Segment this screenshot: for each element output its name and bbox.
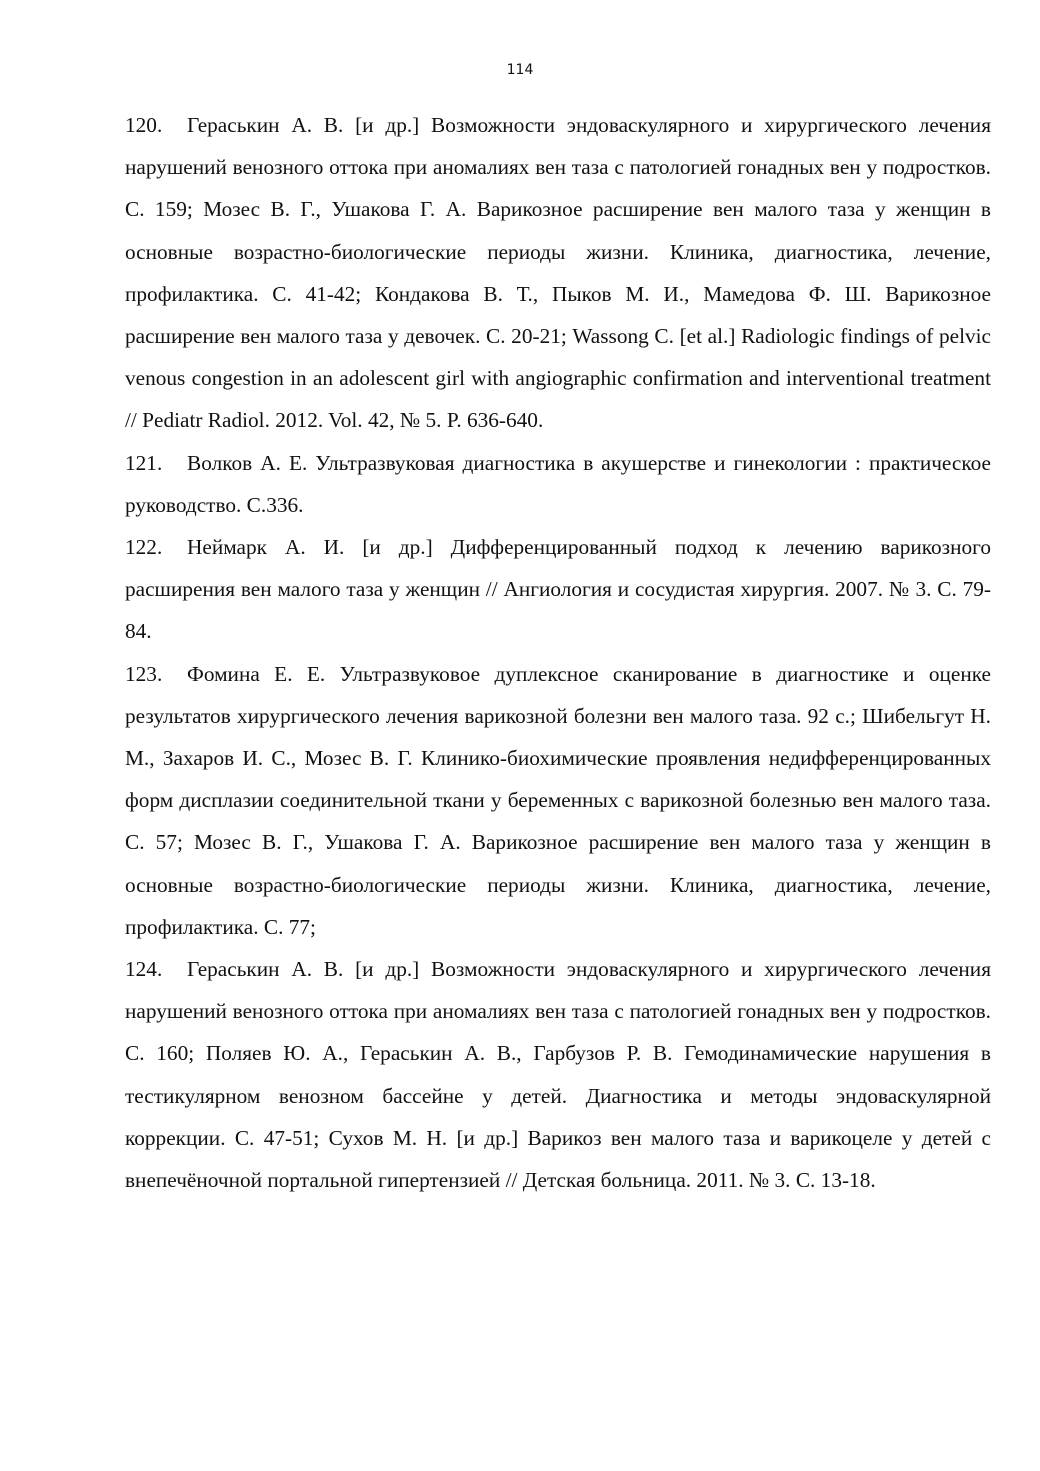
reference-entry-122 xyxy=(125,526,991,653)
reference-number: 120. xyxy=(125,113,163,137)
reference-text: Гераськин А. В. [и др.] Возможности эндоваскулярного и хирургического лечения нарушений венозного оттока при аномалиях вен таза с патологией гонадных вен у подростков. С. 160; Поляев Ю. А., Гераськин А. В., Гарбузов Р. В. Гемодинамические нарушения в тестикулярном венозном бассейне у детей. Диагностика и методы эндоваскулярной коррекции. С. 47-51; Сухов М. Н. [и др.] Варикоз вен малого таза и варикоцеле у детей с внепечёночной портальной гипертензией // Детская больница. 2011. № 3. С. 13-18. xyxy=(125,957,991,1193)
reference-text: Неймарк А. И. [и др.] Дифференцированный подход к лечению варикозного расширения вен малого таза у женщин // Ангиология и сосудистая хирургия. 2007. № 3. С. 79-84. xyxy=(125,535,991,644)
reference-text: Гераськин А. В. [и др.] Возможности эндоваскулярного и хирургического лечения нарушений венозного оттока при аномалиях вен таза с патологией гонадных вен у подростков. С. 159; Мозес В. Г., Ушакова Г. А. Варикозное расширение вен малого таза у женщин в основные возрастно-биологические периоды жизни. Клиника, диагностика, лечение, профилактика. С. 41-42; Кондакова В. Т., Пыков М. И., Мамедова Ф. Ш. Варикозное расширение вен малого таза у девочек. С. 20-21; Wassong C. [et al.] Radiologic findings of pelvic venous congestion in an adolescent girl with angiographic confirmation and interventional treatment // Pediatr Radiol. 2012. Vol. 42, № 5. P. 636-640. xyxy=(125,113,991,433)
reference-number: 121. xyxy=(125,450,163,475)
page-number: 114 xyxy=(506,62,534,78)
reference-number: 122. xyxy=(125,535,163,560)
reference-entry-124 xyxy=(125,948,991,1201)
reference-entry-123 xyxy=(125,653,991,948)
reference-entry-121 xyxy=(125,442,991,526)
reference-number: 124. xyxy=(125,957,163,982)
reference-text: Волков А. Е. Ультразвуковая диагностика в акушерстве и гинекологии : практическое руководство. С.336. xyxy=(125,450,991,517)
reference-text: Фомина Е. Е. Ультразвуковое дуплексное сканирование в диагностике и оценке результатов хирургического лечения варикозной болезни вен малого таза. 92 с.; Шибельгут Н. М., Захаров И. С., Мозес В. Г. Клинико-биохимические проявления недифференцированных форм дисплазии соединительной ткани у беременных с варикозной болезнью вен малого таза. С. 57; Мозес В. Г., Ушакова Г. А. Варикозное расширение вен малого таза у женщин в основные возрастно-биологические периоды жизни. Клиника, диагностика, лечение, профилактика. С. 77; xyxy=(125,661,991,939)
reference-list xyxy=(125,104,991,1201)
reference-number: 123. xyxy=(125,661,163,686)
reference-entry-120 xyxy=(125,104,991,442)
